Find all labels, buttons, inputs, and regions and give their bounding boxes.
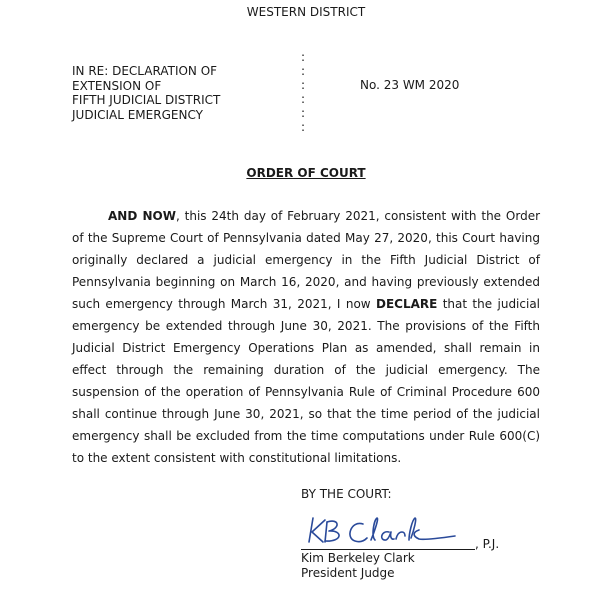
- caption-line: IN RE: DECLARATION OF: [72, 64, 218, 78]
- caption-separator: :: [301, 64, 306, 78]
- order-declare: DECLARE: [375, 297, 438, 311]
- caption-separator: :: [301, 106, 306, 120]
- handwritten-signature: [301, 508, 471, 552]
- signature-line: [301, 549, 475, 550]
- caption-line: FIFTH JUDICIAL DISTRICT: [72, 93, 221, 108]
- order-body: [72, 205, 540, 469]
- order-text-part2: that the judicial emergency be extended through June 30, 2021. The provisions of the Fifth Judicial District Emergency Operations Plan as amended, shall remain in effect through the remaining duration of the judicial emergency. The suspension of the operation of Pennsylvania Rule of Criminal Procedure 600 shall continue through June 30, 2021, so that the time period of the judicial emergency shall be excluded from the time computations under Rule 600(C) to the extent consistent with constitutional limitations.: [72, 297, 541, 465]
- caption-line: EXTENSION OF: [72, 78, 162, 93]
- docket-number: No. 23 WM 2020: [360, 78, 460, 92]
- caption-separator: :: [301, 120, 306, 134]
- caption-line: JUDICIAL EMERGENCY: [72, 107, 203, 122]
- judge-name: Kim Berkeley Clark: [301, 551, 415, 565]
- caption-separator: :: [301, 92, 306, 106]
- order-title: ORDER OF COURT: [246, 166, 366, 180]
- caption-separator: :: [301, 78, 306, 92]
- order-text-part1: , this 24th day of February 2021, consistent with the Order of the Supreme Court of Pennsylvania dated May 27, 2020, this Court having originally declared a judicial emergency in the Fifth Judicial District of Pennsylvania beginning on March 16, 2020, and having previously extended such emergency through March 31, 2021, I now: [72, 209, 541, 311]
- by-the-court-label: BY THE COURT:: [301, 487, 392, 501]
- presiding-judge-suffix: , P.J.: [475, 537, 500, 551]
- district-heading: WESTERN DISTRICT: [246, 5, 366, 19]
- judge-position: President Judge: [301, 566, 395, 580]
- caption-separator: :: [301, 50, 306, 64]
- order-lead: AND NOW: [108, 209, 176, 223]
